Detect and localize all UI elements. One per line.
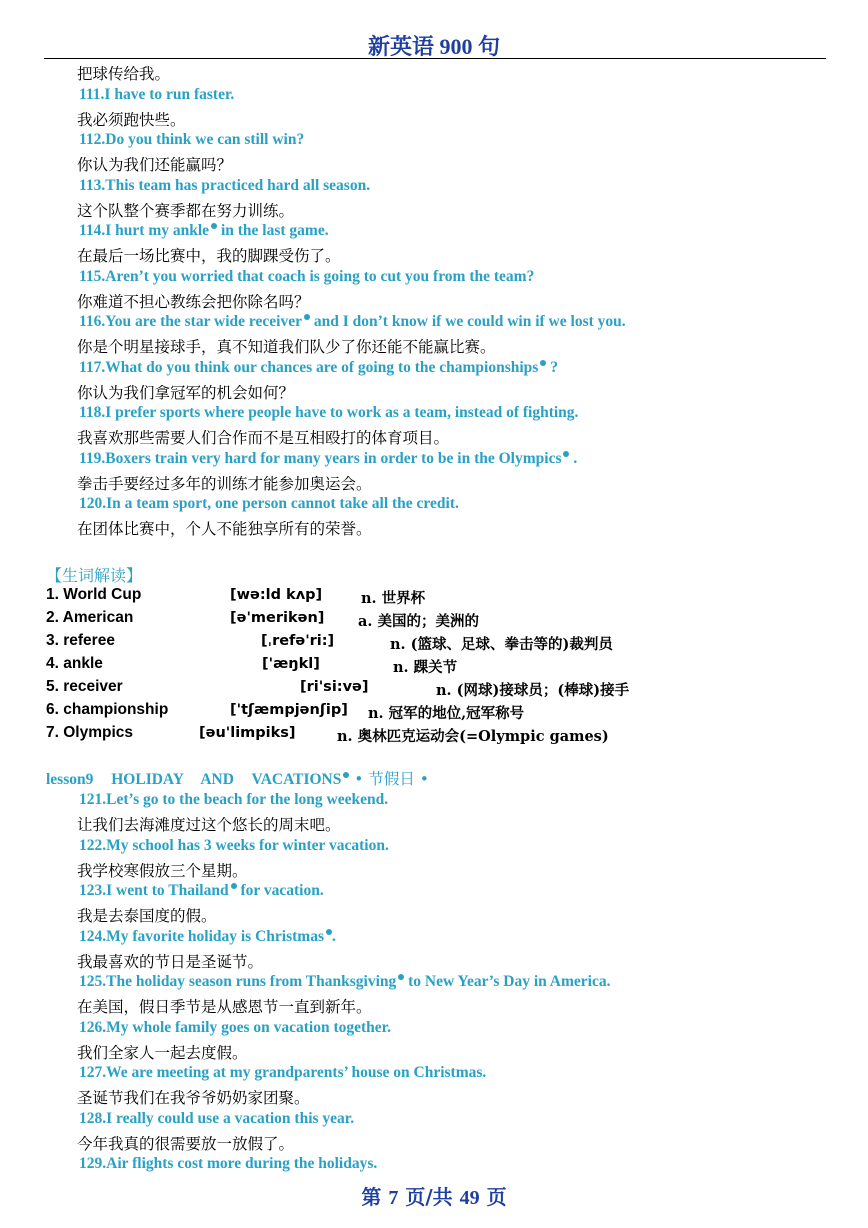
sentence-zh: 我是去泰国度的假。 xyxy=(77,907,217,925)
vocab-phonetic: [ri'si:və] xyxy=(300,679,369,695)
sentence-zh: 我学校寒假放三个星期。 xyxy=(77,862,248,880)
top-line: 把球传给我。 xyxy=(77,65,171,83)
lesson-heading: lesson9 HOLIDAY AND VACATIONS • 节假日 • xyxy=(46,770,429,788)
vocab-word: 2. American xyxy=(46,609,134,626)
sentence-zh: 拳击手要经过多年的训练才能参加奥运会。 xyxy=(77,475,372,493)
sentence-en: 117.What do you think our chances are of going to the championships ? xyxy=(79,359,558,376)
sentence-en: 123.I went to Thailand for vacation. xyxy=(79,882,324,899)
sentence-en: 111.I have to run faster. xyxy=(79,86,235,103)
sentence-zh: 在美国，假日季节是从感恩节一直到新年。 xyxy=(77,998,372,1016)
sentence-en: 115.Aren’t you worried that coach is going to cut you from the team? xyxy=(79,268,535,285)
vocab-word: 1. World Cup xyxy=(46,586,142,603)
sentence-en: 129.Air flights cost more during the holidays. xyxy=(79,1155,378,1172)
sentence-zh: 在团体比赛中，个人不能独享所有的荣誉。 xyxy=(77,520,372,538)
vocab-meaning: n. 世界杯 xyxy=(361,590,426,607)
sentence-en: 113.This team has practiced hard all season. xyxy=(79,177,371,194)
sentence-zh: 你是个明星接球手，真不知道我们队少了你还能不能赢比赛。 xyxy=(77,338,496,356)
vocab-phonetic: ['æŋkl] xyxy=(262,656,320,672)
sentence-zh: 让我们去海滩度过这个悠长的周末吧。 xyxy=(77,816,341,834)
sentence-en: 116.You are the star wide receiver and I don’t know if we could win if we lost you. xyxy=(79,313,626,330)
vocab-meaning: n. 奥林匹克运动会(=Olympic games) xyxy=(337,728,609,745)
sentence-zh: 我最喜欢的节日是圣诞节。 xyxy=(77,953,264,971)
vocab-word: 4. ankle xyxy=(46,655,103,672)
page-title: 新英语 900 句 xyxy=(367,34,500,59)
sentence-zh: 你难道不担心教练会把你除名吗？ xyxy=(77,293,310,311)
sentence-zh: 这个队整个赛季都在努力训练。 xyxy=(77,202,295,220)
vocab-phonetic: [əu'limpiks] xyxy=(199,725,296,741)
header-divider xyxy=(44,58,826,59)
vocab-phonetic: [ˌrefə'ri:] xyxy=(261,633,335,649)
vocab-heading: 【生词解读】 xyxy=(46,566,143,585)
sentence-en: 114.I hurt my ankle in the last game. xyxy=(79,222,329,239)
vocab-meaning: n. (网球)接球员；(棒球)接手 xyxy=(436,682,630,699)
current-page-number: 7 xyxy=(388,1187,399,1209)
sentence-en: 125.The holiday season runs from Thanksgiving to New Year’s Day in America. xyxy=(79,973,611,990)
vocab-word: 6. championship xyxy=(46,701,169,718)
total-page-count: 49 xyxy=(459,1187,480,1209)
sentence-en: 121.Let’s go to the beach for the long weekend. xyxy=(79,791,389,808)
vocab-meaning: n. (篮球、足球、拳击等的)裁判员 xyxy=(390,636,613,653)
sentence-en: 120.In a team sport, one person cannot take all the credit. xyxy=(79,495,459,512)
vocab-word: 3. referee xyxy=(46,632,115,649)
vocab-word: 7. Olympics xyxy=(46,724,134,741)
sentence-zh: 我们全家人一起去度假。 xyxy=(77,1044,248,1062)
sentence-en: 126.My whole family goes on vacation together. xyxy=(79,1019,391,1036)
sentence-en: 127.We are meeting at my grandparents’ house on Christmas. xyxy=(79,1064,487,1081)
sentence-zh: 你认为我们还能赢吗？ xyxy=(77,156,233,174)
sentence-en: 118.I prefer sports where people have to work as a team, instead of fighting. xyxy=(79,404,579,421)
sentence-en: 122.My school has 3 weeks for winter vacation. xyxy=(79,837,389,854)
vocab-phonetic: ['tʃæmpjənʃip] xyxy=(230,702,348,718)
vocab-meaning: n. 冠军的地位,冠军称号 xyxy=(368,705,525,722)
vocab-meaning: n. 踝关节 xyxy=(393,659,458,676)
sentence-en: 112.Do you think we can still win? xyxy=(79,131,305,148)
sentence-en: 128.I really could use a vacation this year. xyxy=(79,1110,355,1127)
sentence-zh: 我喜欢那些需要人们合作而不是互相殴打的体育项目。 xyxy=(77,429,450,447)
sentence-en: 119.Boxers train very hard for many years in order to be in the Olympics . xyxy=(79,450,578,467)
page-footer: 第 7 页/共 49 页 xyxy=(361,1185,507,1209)
vocab-phonetic: [ə'merikən] xyxy=(230,610,325,626)
sentence-zh: 今年我真的很需要放一放假了。 xyxy=(77,1135,295,1153)
sentence-zh: 在最后一场比赛中，我的脚踝受伤了。 xyxy=(77,247,341,265)
vocab-word: 5. receiver xyxy=(46,678,123,695)
vocab-phonetic: [wə:ld kʌp] xyxy=(230,587,323,603)
sentence-zh: 圣诞节我们在我爷爷奶奶家团聚。 xyxy=(77,1089,310,1107)
sentence-zh: 你认为我们拿冠军的机会如何？ xyxy=(77,384,295,402)
sentence-zh: 我必须跑快些。 xyxy=(77,111,186,129)
vocab-meaning: a. 美国的；美洲的 xyxy=(358,613,479,630)
sentence-en: 124.My favorite holiday is Christmas . xyxy=(79,928,336,945)
